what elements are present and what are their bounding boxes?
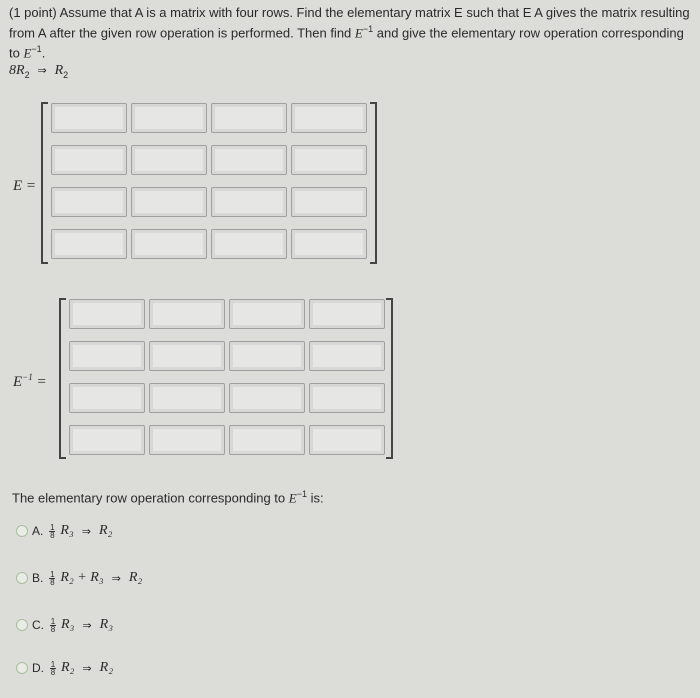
- matrix-einv-cell[interactable]: [69, 299, 145, 329]
- matrix-e-cell[interactable]: [131, 145, 207, 175]
- e-symbol-2: E: [23, 45, 32, 61]
- fraction-num: 1: [50, 522, 55, 532]
- option-d-terms: R₂: [61, 660, 75, 675]
- problem-text-1: (1 point) Assume that A is a matrix with four rows. Find the elementary matrix E such that E A gives the matrix resulting from A after the given row operation is performed. Then find: [9, 5, 690, 41]
- radio-c[interactable]: [16, 619, 28, 631]
- option-b-letter: B.: [32, 571, 44, 585]
- matrix-einv-cell[interactable]: [309, 383, 385, 413]
- matrix-e-cell[interactable]: [51, 145, 127, 175]
- matrix-e-cell[interactable]: [211, 187, 287, 217]
- radio-a[interactable]: [16, 525, 28, 537]
- question-text: [12, 489, 324, 506]
- row-op-src: R: [16, 63, 25, 78]
- option-d-target: R₂: [99, 660, 114, 675]
- matrix-einv: [69, 299, 385, 455]
- fraction: [50, 618, 56, 633]
- question-label: The elementary row operation corresponding to: [12, 490, 286, 506]
- matrix-e-cell[interactable]: [211, 145, 287, 175]
- option-d-letter: D.: [32, 661, 44, 675]
- problem-text-2: and give the elementary row operation corresponding to: [9, 25, 684, 61]
- matrix-e-cell[interactable]: [131, 103, 207, 133]
- matrix-einv-cell[interactable]: [149, 383, 225, 413]
- option-b-target: R₂: [128, 570, 143, 585]
- option-b[interactable]: [16, 570, 142, 586]
- fraction-num: 1: [50, 616, 56, 626]
- matrix-einv-cell[interactable]: [309, 425, 385, 455]
- matrix-einv-left-bracket: [59, 298, 66, 459]
- row-op-dst-sub: 2: [63, 69, 69, 80]
- option-c-target: R₃: [99, 617, 114, 632]
- matrix-einv-cell[interactable]: [69, 341, 145, 371]
- arrow-icon: ⇒: [111, 571, 121, 585]
- option-d[interactable]: [16, 660, 113, 676]
- matrix-einv-cell[interactable]: [69, 425, 145, 455]
- matrix-einv-cell[interactable]: [229, 341, 305, 371]
- row-op-dst: R: [54, 63, 64, 78]
- matrix-einv-cell[interactable]: [149, 425, 225, 455]
- matrix-einv-cell[interactable]: [309, 299, 385, 329]
- matrix-e-cell[interactable]: [51, 229, 127, 259]
- matrix-einv-cell[interactable]: [69, 383, 145, 413]
- matrix-einv-cell[interactable]: [229, 425, 305, 455]
- row-op-src-sub: 2: [24, 69, 30, 80]
- matrix-e-cell[interactable]: [291, 187, 367, 217]
- fraction: [49, 571, 55, 586]
- matrix-e-cell[interactable]: [131, 229, 207, 259]
- option-c[interactable]: [16, 617, 113, 633]
- e-symbol: E: [354, 25, 363, 41]
- matrix-einv-right-bracket: [386, 298, 393, 459]
- problem-statement: [9, 4, 695, 62]
- option-a-letter: A.: [32, 524, 44, 538]
- fraction-den: 8: [50, 667, 56, 677]
- matrix-e-cell[interactable]: [51, 103, 127, 133]
- matrix-e-cell[interactable]: [131, 187, 207, 217]
- fraction-num: 1: [50, 569, 55, 579]
- matrix-e-right-bracket: [370, 102, 377, 264]
- arrow-icon: ⇒: [81, 524, 91, 538]
- matrix-e-cell[interactable]: [51, 187, 127, 217]
- matrix-e: [51, 103, 367, 259]
- inverse-exponent-2: −1: [31, 44, 42, 55]
- fraction: [49, 524, 55, 539]
- fraction: [50, 661, 56, 676]
- option-a-target: R₂: [98, 523, 113, 538]
- fraction-num: 1: [50, 659, 56, 669]
- radio-d[interactable]: [16, 662, 28, 674]
- einv-label-eq: =: [32, 374, 47, 390]
- matrix-e-cell[interactable]: [291, 145, 367, 175]
- matrix-e-cell[interactable]: [291, 103, 367, 133]
- option-b-terms: R₂ + R₃: [60, 570, 104, 585]
- question-e-symbol: E: [288, 490, 297, 506]
- matrix-einv-cell[interactable]: [309, 341, 385, 371]
- arrow-icon: ⇒: [82, 618, 92, 632]
- question-suffix: is:: [307, 490, 324, 506]
- matrix-einv-cell[interactable]: [229, 299, 305, 329]
- matrix-e-cell[interactable]: [291, 229, 367, 259]
- matrix-einv-cell[interactable]: [149, 299, 225, 329]
- fraction-den: 8: [50, 530, 55, 540]
- matrix-e-left-bracket: [41, 102, 48, 264]
- arrow-icon: ⇒: [82, 661, 92, 675]
- matrix-e-cell[interactable]: [211, 229, 287, 259]
- matrix-e-label: E =: [13, 178, 37, 194]
- einv-label-base: E: [13, 374, 23, 390]
- option-c-terms: R₃: [61, 617, 75, 632]
- option-a-terms: R₃: [60, 523, 74, 538]
- row-op-coef: 8: [9, 63, 16, 78]
- fraction-den: 8: [50, 624, 56, 634]
- einv-label-exp: −1: [22, 372, 33, 382]
- radio-b[interactable]: [16, 572, 28, 584]
- matrix-einv-label: [13, 372, 47, 391]
- matrix-e-cell[interactable]: [211, 103, 287, 133]
- arrow-icon: ⇒: [37, 64, 47, 77]
- matrix-einv-cell[interactable]: [149, 341, 225, 371]
- option-a[interactable]: [16, 523, 112, 539]
- row-operation: [9, 61, 68, 80]
- question-e-exp: −1: [296, 489, 307, 499]
- matrix-einv-cell[interactable]: [229, 383, 305, 413]
- inverse-exponent: −1: [362, 24, 374, 34]
- option-c-letter: C.: [32, 618, 44, 632]
- end-punct: .: [41, 45, 46, 61]
- fraction-den: 8: [50, 577, 55, 587]
